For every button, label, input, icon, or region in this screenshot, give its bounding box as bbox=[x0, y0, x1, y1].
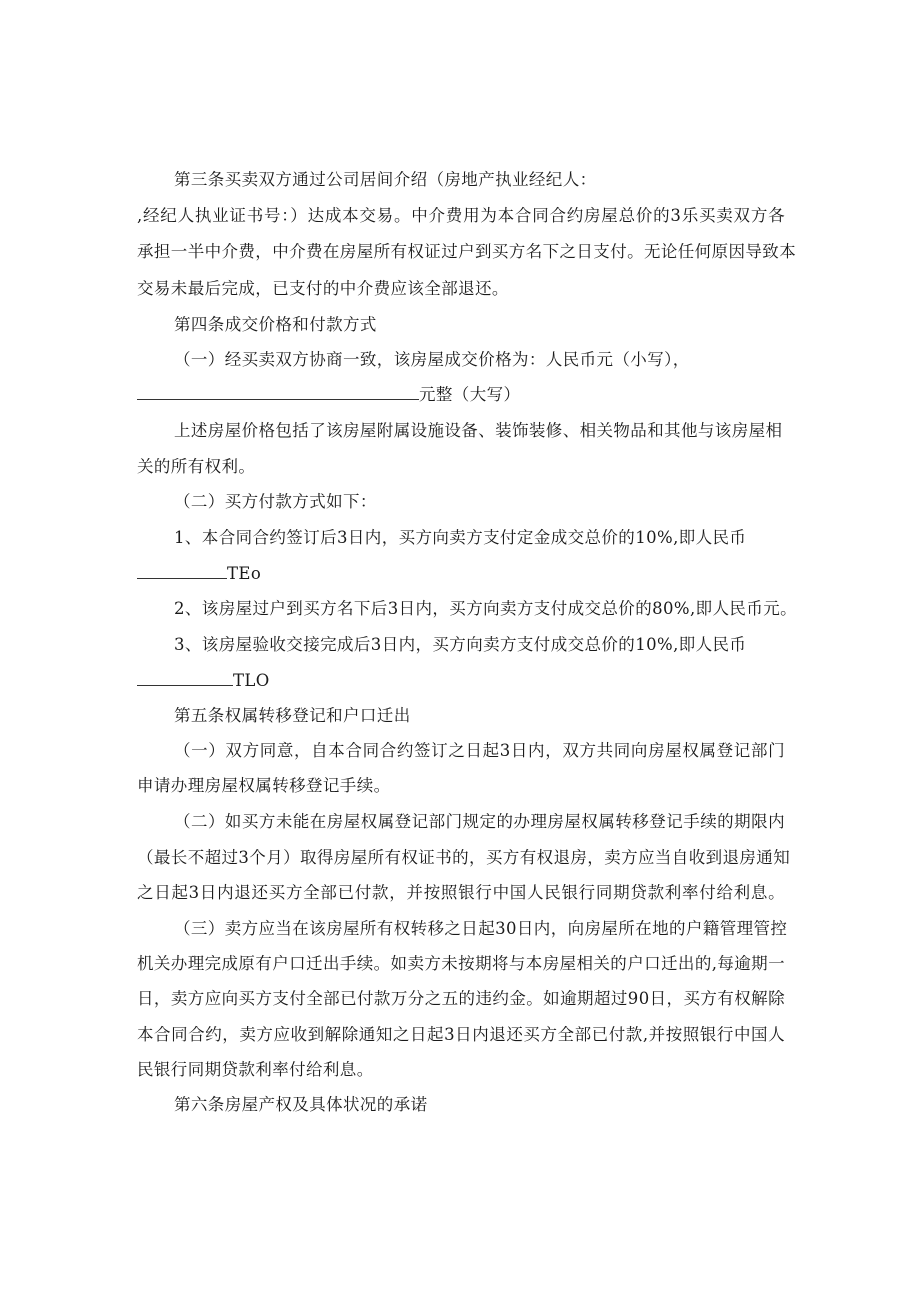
article4-price-line: （一）经买卖双方协商一致，该房屋成交价格为：人民币元（小写）， bbox=[174, 350, 690, 369]
article4-include-line2: 关的所有权利。 bbox=[137, 457, 256, 476]
payment-item-2: 2、该房屋过户到买方名下后3日内，买方向卖方支付成交总价的80%,即人民币元。 bbox=[174, 599, 798, 618]
article5-s3-line4: 本合同合约，卖方应收到解除通知之日起3日内退还买方全部已付款,并按照银行中国人 bbox=[137, 1025, 785, 1044]
article3-line1: 第三条买卖双方通过公司居间介绍（房地产执业经纪人： bbox=[174, 170, 597, 189]
article4-payment-heading: （二）买方付款方式如下： bbox=[174, 492, 377, 511]
article3-line4: 交易未最后完成，已支付的中介费应该全部退还。 bbox=[137, 279, 509, 298]
payment-item-3-suffix: TLO bbox=[233, 671, 270, 690]
payment-item-1: 1、本合同合约签订后3日内，买方向卖方支付定金成交总价的10%,即人民币 bbox=[174, 528, 747, 547]
article5-s1-line1: （一）双方同意，自本合同合约签订之日起3日内，双方共同向房屋权属登记部门 bbox=[174, 741, 785, 760]
article5-s3-line2: 机关办理完成原有户口迁出手续。如卖方未按期将与本房屋相关的户口迁出的,每逾期一 bbox=[137, 954, 785, 973]
price-uppercase-suffix: 元整（大写） bbox=[419, 385, 521, 404]
article5-s2-line2: （最长不超过3个月）取得房屋所有权证书的，买方有权退房，卖方应当自收到退房通知 bbox=[137, 848, 791, 867]
blank-line bbox=[137, 385, 419, 400]
article5-s3-line3: 日，卖方应向买方支付全部已付款万分之五的违约金。如逾期超过90日，买方有权解除 bbox=[137, 989, 785, 1008]
payment-item-3-amount bbox=[137, 671, 270, 691]
article6-title: 第六条房屋产权及具体状况的承诺 bbox=[174, 1095, 428, 1114]
article4-include-line1: 上述房屋价格包括了该房屋附属设施设备、装饰装修、相关物品和其他与该房屋相 bbox=[174, 421, 783, 440]
payment-item-3: 3、该房屋验收交接完成后3日内，买方向卖方支付成交总价的10%,即人民币 bbox=[174, 635, 747, 654]
article5-s3-line1: （三）卖方应当在该房屋所有权转移之日起30日内，向房屋所在地的户籍管理管控 bbox=[174, 919, 788, 938]
blank-line bbox=[137, 564, 227, 579]
article3-line2: ,经纪人执业证书号：）达成本交易。中介费用为本合同合约房屋总价的3乐买卖双方各 bbox=[137, 206, 785, 225]
blank-line bbox=[137, 671, 233, 686]
article5-s2-line3: 之日起3日内退还买方全部已付款，并按照银行中国人民银行同期贷款利率付给利息。 bbox=[137, 883, 785, 902]
article5-s3-line5: 民银行同期贷款利率付给利息。 bbox=[137, 1060, 374, 1079]
article4-title: 第四条成交价格和付款方式 bbox=[174, 315, 377, 334]
payment-item-1-amount bbox=[137, 564, 261, 584]
article5-s2-line1: （二）如买方未能在房屋权属登记部门规定的办理房屋权属转移登记手续的期限内 bbox=[174, 812, 785, 831]
article5-title: 第五条权属转移登记和户口迁出 bbox=[174, 706, 411, 725]
article3-line3: 承担一半中介费，中介费在房屋所有权证过户到买方名下之日支付。无论任何原因导致本 bbox=[137, 242, 797, 261]
article4-price-uppercase-line bbox=[137, 385, 520, 405]
payment-item-1-suffix: TEo bbox=[227, 564, 262, 583]
article5-s1-line2: 申请办理房屋权属转移登记手续。 bbox=[137, 776, 391, 795]
